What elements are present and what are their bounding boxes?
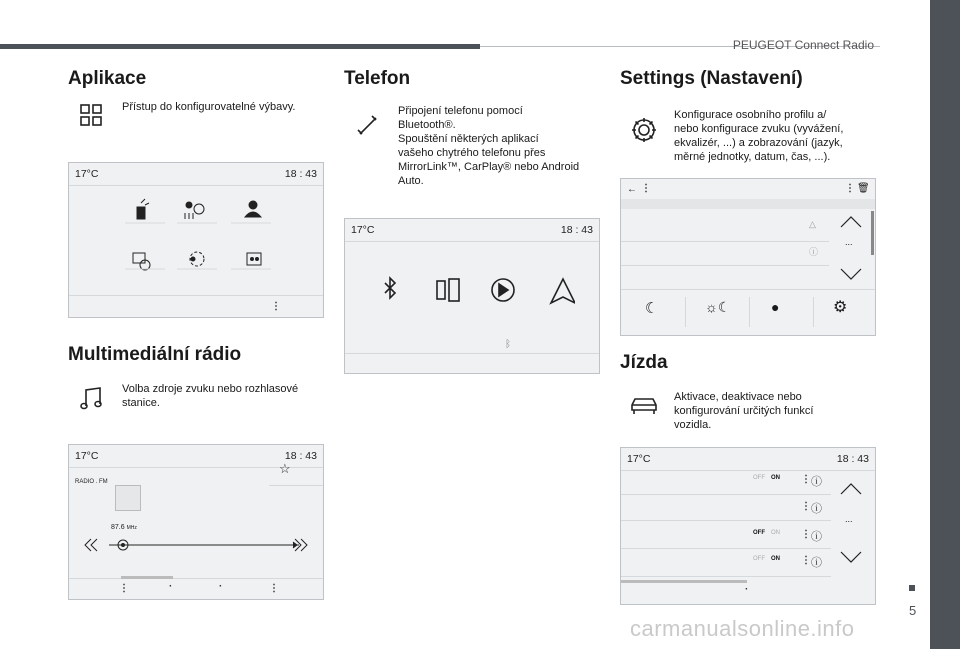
settings-screen xyxy=(620,178,876,336)
more-menu-icon[interactable]: ⋮ xyxy=(801,474,811,485)
section-title-telefon: Telefon xyxy=(344,68,411,89)
dot-icon[interactable]: · xyxy=(169,581,173,592)
profile-icon[interactable]: ● xyxy=(771,299,780,315)
more-menu-icon[interactable]: ⋮ xyxy=(271,301,281,312)
section-title-multimedia: Multimediální rádio xyxy=(68,344,242,365)
more-options[interactable]: ... xyxy=(845,237,853,247)
telephone-screen xyxy=(344,218,600,374)
day-night-icon[interactable]: ☼☾ xyxy=(705,299,731,315)
scroll-arrows[interactable] xyxy=(839,482,863,566)
info-icon[interactable]: ⓘ xyxy=(811,503,822,515)
section-desc-jizda: Aktivace, deaktivace nebo konfigurování určitých funkcí vozidla. xyxy=(674,391,814,431)
night-mode-icon[interactable]: ☾ xyxy=(645,300,659,317)
more-menu-icon[interactable]: ⋮ xyxy=(845,183,855,194)
toggle-switch[interactable]: OFF ON xyxy=(753,556,780,562)
toggle-switch[interactable]: OFF ON xyxy=(753,530,780,536)
phone-icon xyxy=(356,114,380,138)
section-desc-settings: Konfigurace osobního profilu a/ nebo konfigurace zvuku (vyvážení, ekvalizér, ...) a zobrazování (jazyk, měrné jednotky, datum, čas, ...). xyxy=(674,109,844,163)
car-icon xyxy=(630,396,658,416)
progress-indicator xyxy=(621,580,747,583)
more-options[interactable]: ... xyxy=(845,514,853,524)
section-desc-telefon: Připojení telefonu pomocí Bluetooth®. Spouštění některých aplikací vašeho chytrého telefonu přes MirrorLink™, CarPlay® nebo Android Auto. xyxy=(398,105,580,187)
info-icon[interactable]: ⓘ xyxy=(811,531,822,543)
more-menu-icon[interactable]: ⋮ xyxy=(801,555,811,566)
side-tab xyxy=(930,0,960,649)
station-logo xyxy=(115,485,141,511)
more-menu-icon[interactable]: ⋮ xyxy=(641,183,651,194)
apps-screen xyxy=(68,162,324,318)
bluetooth-icon: ᛒ xyxy=(505,339,511,350)
radio-band-label: RADIO . FM xyxy=(75,479,108,485)
back-arrow-icon[interactable]: ← xyxy=(627,184,637,195)
clock: 18 : 43 xyxy=(284,168,317,180)
temperature: 17°C xyxy=(351,224,375,236)
section-desc-multimedia: Volba zdroje zvuku nebo rozhlasové stanice. xyxy=(122,383,299,409)
radio-screen xyxy=(68,444,324,600)
watermark: carmanualsonline.info xyxy=(630,616,855,641)
more-menu-icon[interactable]: ⋮ xyxy=(269,583,279,594)
settings-gear-icon[interactable]: ⚙ xyxy=(833,299,848,316)
clock: 18 : 43 xyxy=(284,450,317,462)
more-menu-icon[interactable]: ⋮ xyxy=(801,501,811,512)
clock: 18 : 43 xyxy=(836,453,869,465)
temperature: 17°C xyxy=(75,168,99,180)
info-icon[interactable]: ⓘ xyxy=(811,476,822,488)
clock: 18 : 43 xyxy=(560,224,593,236)
header-bar xyxy=(0,44,480,49)
section-title-settings: Settings (Nastavení) xyxy=(620,68,803,89)
scrollbar[interactable] xyxy=(871,211,874,255)
more-menu-icon[interactable]: ⋮ xyxy=(119,583,129,594)
section-desc-aplikace: Přístup do konfigurovatelné výbavy. xyxy=(122,101,296,113)
progress-indicator xyxy=(121,576,173,579)
dot-icon[interactable]: · xyxy=(745,584,749,595)
more-menu-icon[interactable]: ⋮ xyxy=(801,529,811,540)
music-note-icon xyxy=(80,386,102,410)
tuning-slider[interactable] xyxy=(83,535,309,555)
phone-apps-row[interactable] xyxy=(375,275,575,309)
driving-screen xyxy=(620,447,876,605)
toggle-switch[interactable]: OFF ON xyxy=(753,475,780,481)
info-icon: ⓘ xyxy=(809,247,819,257)
apps-grid-icon xyxy=(80,104,102,126)
warning-icon: △ xyxy=(809,219,816,229)
favorite-star-icon[interactable]: ☆ xyxy=(279,461,291,476)
trash-icon[interactable]: 🗑 xyxy=(857,183,870,194)
section-title-aplikace: Aplikace xyxy=(68,68,147,89)
frequency: 87.6 xyxy=(111,524,125,531)
brand-label: PEUGEOT Connect Radio xyxy=(732,38,874,52)
temperature: 17°C xyxy=(75,450,99,462)
page-marker xyxy=(909,585,915,591)
dot-icon[interactable]: · xyxy=(219,581,223,592)
gear-icon xyxy=(630,116,658,144)
scroll-arrows[interactable] xyxy=(839,215,863,285)
section-title-jizda: Jízda xyxy=(620,352,668,373)
temperature: 17°C xyxy=(627,453,651,465)
frequency-unit: MHz xyxy=(126,525,137,531)
info-icon[interactable]: ⓘ xyxy=(811,557,822,569)
page-number: 5 xyxy=(909,603,917,618)
apps-icon-grid xyxy=(119,193,279,279)
